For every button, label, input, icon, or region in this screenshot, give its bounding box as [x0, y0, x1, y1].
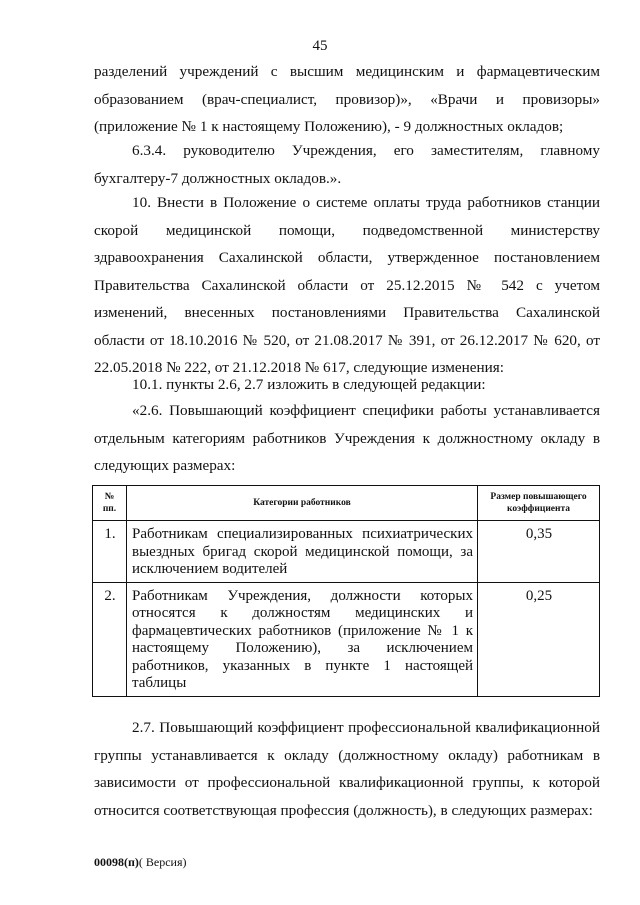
- paragraph-2-6: [94, 397, 600, 480]
- paragraph-10: [94, 189, 600, 382]
- table-row: [93, 521, 600, 583]
- doc-code: 00098(п): [94, 855, 139, 869]
- paragraph-text: 10.1. пункты 2.6, 2.7 изложить в следующей редакции:: [132, 376, 486, 393]
- row-coefficient: 0,35: [478, 521, 600, 583]
- row-num: 2.: [93, 582, 127, 696]
- header-coefficient: Размер повышающего коэффициента: [478, 486, 600, 521]
- doc-version: ( Версия): [138, 855, 187, 869]
- row-category: Работникам Учреждения, должности которых относятся к должностям медицинских и фармацевтических работников (приложение № 1 к настоящему Положению), за исключением работников, указанных в пункте 1 настоящей таблицы: [127, 582, 478, 696]
- paragraph-10-1: [94, 371, 600, 399]
- table-header-row: [93, 486, 600, 521]
- document-footer: [94, 855, 187, 870]
- coefficient-table: [92, 485, 600, 697]
- row-category: Работникам специализированных психиатрических выездных бригад скорой медицинской помощи, за исключением водителей: [127, 521, 478, 583]
- paragraph-text: «2.6. Повышающий коэффициент специфики работы устанавливается отдельным категориям работников Учреждения к должностному окладу в следующих размерах:: [94, 402, 600, 474]
- row-num: 1.: [93, 521, 127, 583]
- paragraph-text: разделений учреждений с высшим медицинским и фармацевтическим образованием (врач-специалист, провизор)», «Врачи и провизоры» (приложение № 1 к настоящему Положению), - 9 должностных окладов;: [94, 63, 600, 135]
- row-coefficient: 0,25: [478, 582, 600, 696]
- paragraph-text: 2.7. Повышающий коэффициент профессиональной квалификационной группы устанавливается к окладу (должностному окладу) работникам в зависимости от профессиональной квалификационной группы, к которой относится соответствующая профессия (должность), в следующих размерах:: [94, 719, 600, 819]
- page-number: 45: [312, 38, 328, 54]
- header-num: № пп.: [93, 486, 127, 521]
- paragraph-text: 10. Внести в Положение о системе оплаты труда работников станции скорой медицинской помощи, подведомственной министерству здравоохранения Сахалинской области, утвержденное постановлением Правительства Сахалинской области от 25.12.2015 № 542 с учетом изменений, внесенных постановлениями Правительства Сахалинской области от 18.10.2016 № 520, от 21.08.2017 № 391, от 26.12.2017 № 620, от 22.05.2018 № 222, от 21.12.2018 № 617, следующие изменения:: [94, 194, 600, 376]
- paragraph-6-3-4: [94, 137, 600, 192]
- header-category: Категории работников: [127, 486, 478, 521]
- paragraph-continuation: [94, 58, 600, 141]
- paragraph-text: 6.3.4. руководителю Учреждения, его заместителям, главному бухгалтеру-7 должностных окладов.».: [94, 142, 600, 187]
- table-row: [93, 582, 600, 696]
- paragraph-2-7: [94, 714, 600, 824]
